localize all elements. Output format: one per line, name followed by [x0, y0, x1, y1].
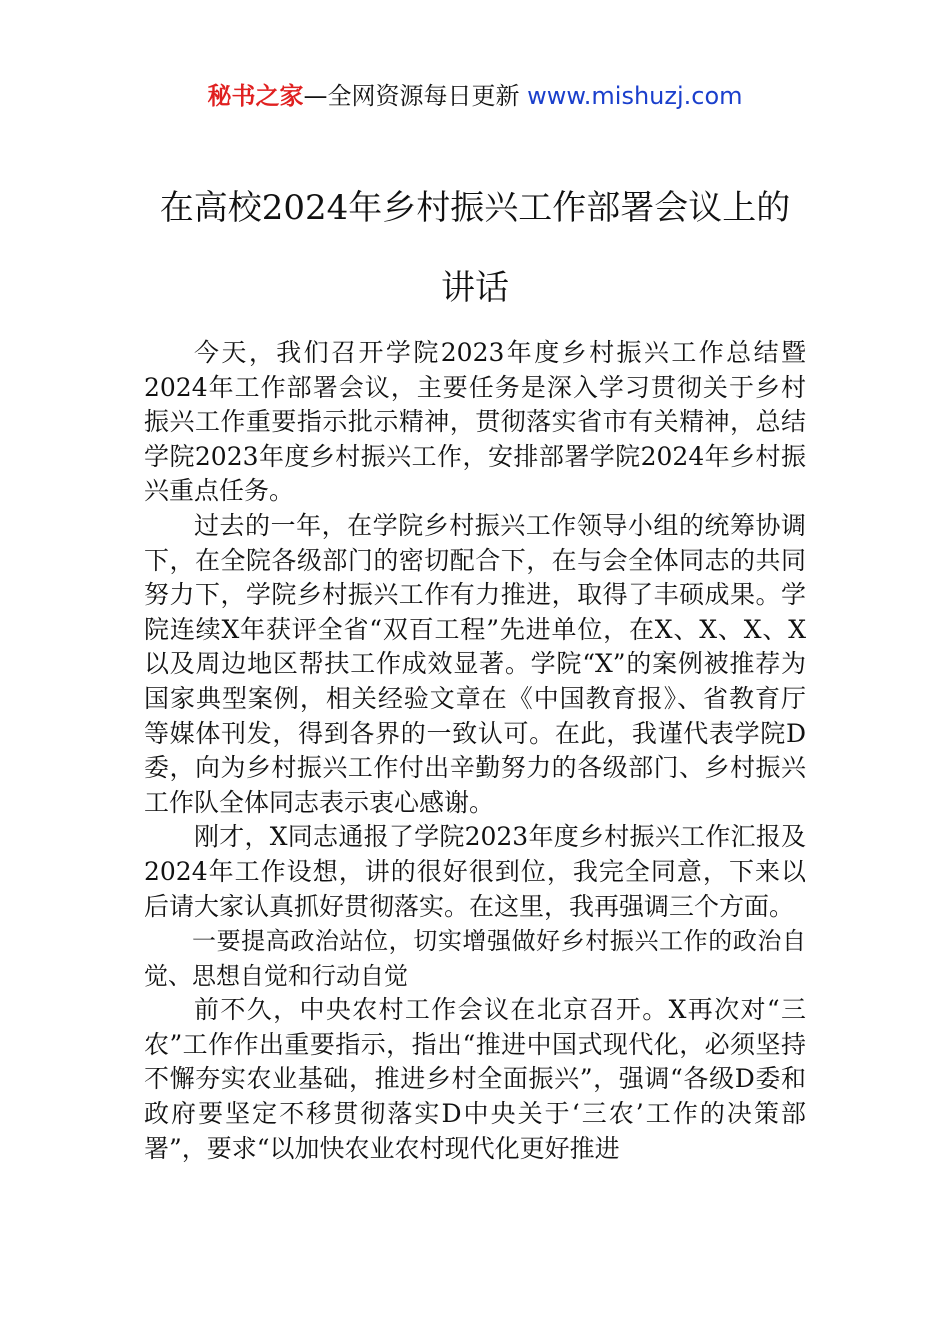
document-title-line-1: 在高校2024年乡村振兴工作部署会议上的	[159, 188, 791, 228]
banner-tagline: —全网资源每日更新	[303, 82, 528, 110]
body-paragraph: 前不久，中央农村工作会议在北京召开。X再次对“三农”工作作出重要指示，指出“推进中国式现代化，必须坚持不懈夯实农业基础，推进乡村全面振兴”，强调“各级D委和政府要坚定不移贯彻落实D中央关于‘三农’工作的决策部署”，要求“以加快农业农村现代化更好推进	[144, 995, 806, 1163]
body-paragraph: 刚才，X同志通报了学院2023年度乡村振兴工作汇报及2024年工作设想，讲的很好很到位，我完全同意，下来以后请大家认真抓好贯彻落实。在这里，我再强调三个方面。	[144, 822, 806, 921]
banner-brand: 秘书之家	[207, 82, 304, 110]
section-heading: 一要提高政治站位，切实增强做好乡村振兴工作的政治自觉、思想自觉和行动自觉	[144, 927, 806, 990]
document-title	[100, 168, 850, 328]
site-banner	[0, 78, 950, 114]
document-title-line-2: 讲话	[441, 268, 509, 308]
body-paragraph: 过去的一年，在学院乡村振兴工作领导小组的统筹协调下，在全院各级部门的密切配合下，在与会全体同志的共同努力下，学院乡村振兴工作有力推进，取得了丰硕成果。学院连续X年获评全省“双百工程”先进单位，在X、X、X、X以及周边地区帮扶工作成效显著。学院“X”的案例被推荐为国家典型案例，相关经验文章在《中国教育报》、省教育厅等媒体刊发，得到各界的一致认可。在此，我谨代表学院D委，向为乡村振兴工作付出辛勤努力的各级部门、乡村振兴工作队全体同志表示衷心感谢。	[144, 510, 806, 817]
banner-url-link[interactable]: www.mishuzj.com	[527, 82, 743, 110]
body-paragraph: 今天，我们召开学院2023年度乡村振兴工作总结暨2024年工作部署会议，主要任务是深入学习贯彻关于乡村振兴工作重要指示批示精神，贯彻落实省市有关精神，总结学院2023年度乡村振兴工作，安排部署学院2024年乡村振兴重点任务。	[144, 338, 806, 506]
document-body	[144, 336, 806, 1166]
